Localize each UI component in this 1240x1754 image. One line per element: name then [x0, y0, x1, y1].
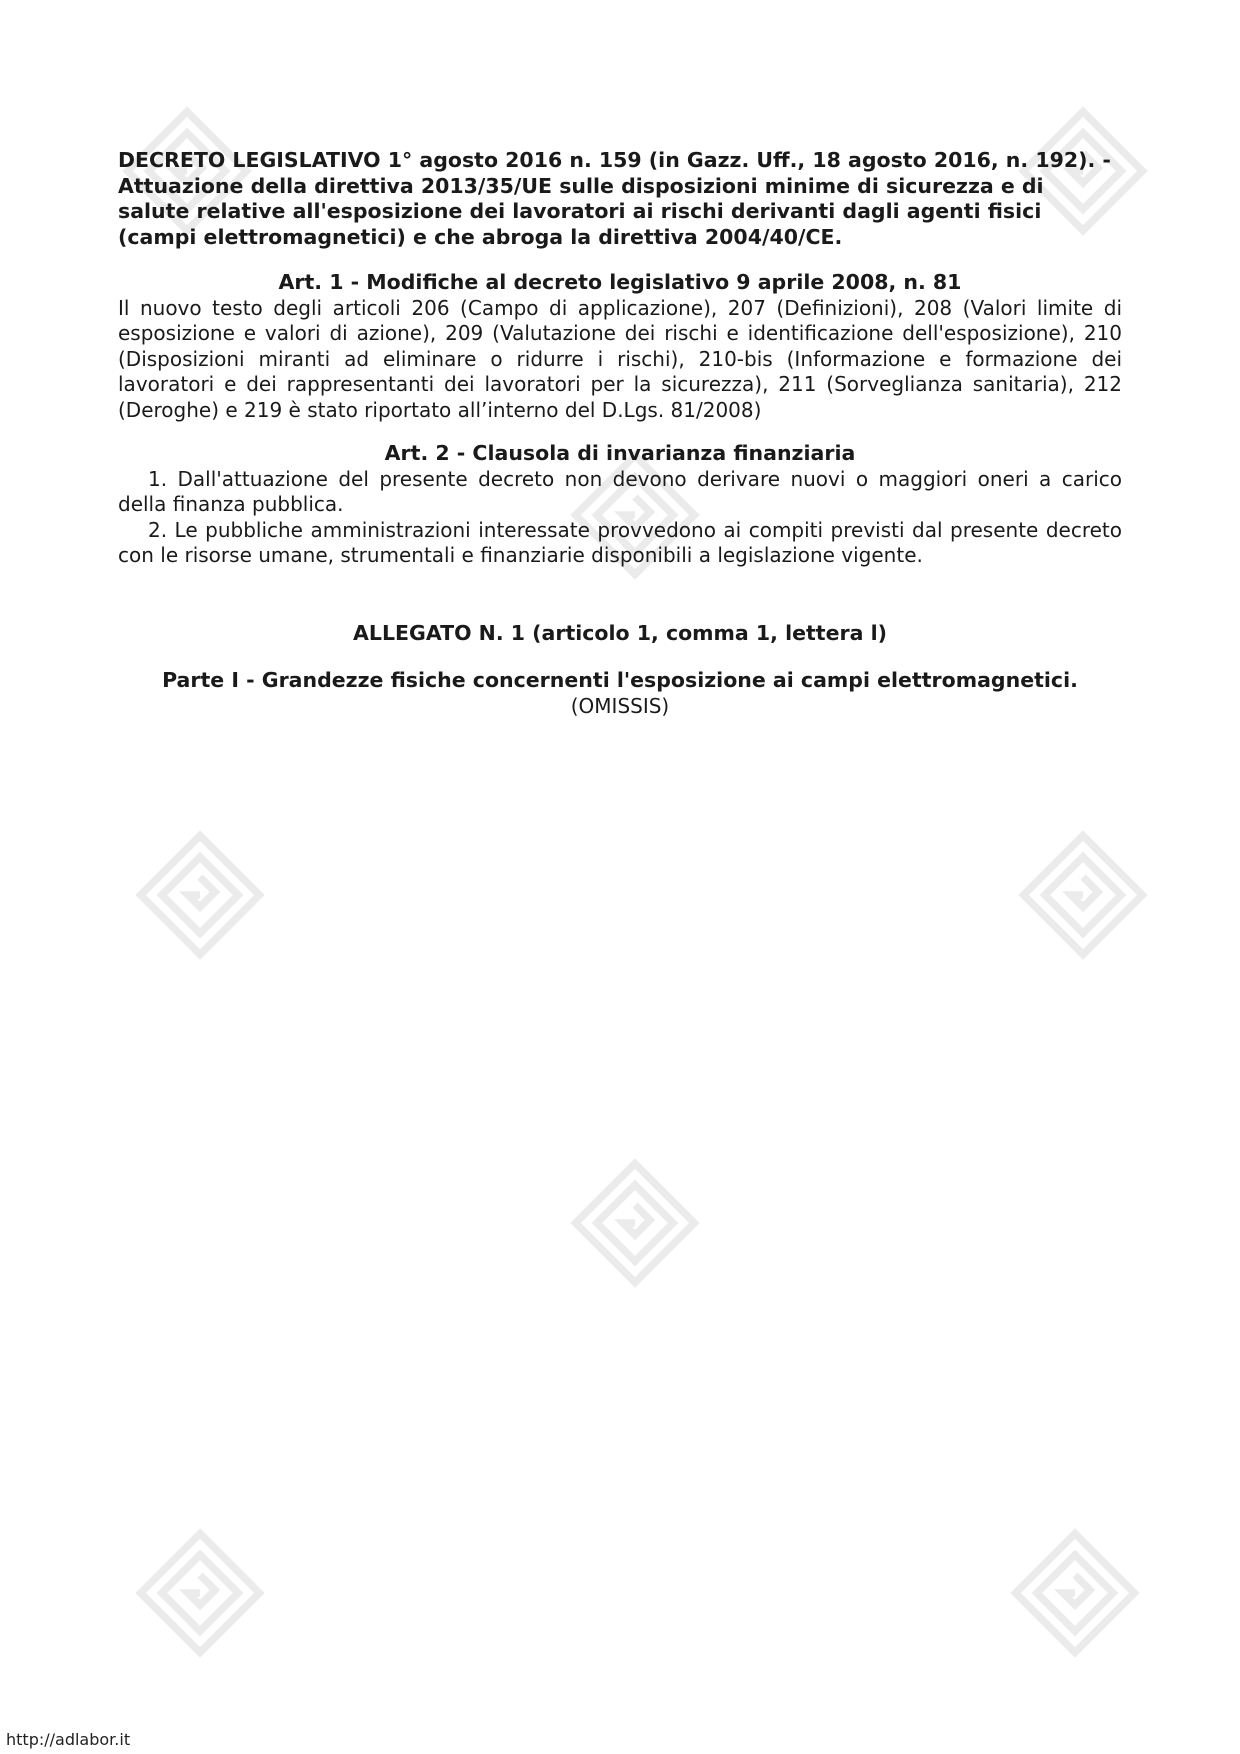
- parte-i-heading: Parte I - Grandezze fisiche concernenti l'esposizione ai campi elettromagnetici.: [162, 668, 1078, 692]
- document-title: DECRETO LEGISLATIVO 1° agosto 2016 n. 159 (in Gazz. Uff., 18 agosto 2016, n. 192). - Attuazione della direttiva 2013/35/UE sulle disposizioni minime di sicurezza e di salute relative all'esposizione dei lavoratori ai rischi derivanti dagli agenti fisici (campi elettromagnetici) e che abroga la direttiva 2004/40/CE.: [118, 148, 1111, 249]
- art-2-comma-1: 1. Dall'attuazione del presente decreto non devono derivare nuovi o maggiori oneri a carico della finanza pubblica.: [118, 466, 1122, 516]
- art-1-heading: Art. 1 - Modifiche al decreto legislativo 9 aprile 2008, n. 81: [278, 270, 962, 294]
- watermark-logo-icon: [1000, 1518, 1150, 1668]
- footer-url[interactable]: http://adlabor.it: [6, 1730, 131, 1749]
- art-1-text: Il nuovo testo degli articoli 206 (Campo di applicazione), 207 (Definizioni), 208 (Valori limite di esposizione e valori di azione), 209 (Valutazione dei rischi e identificazione dell'esposizione), 210 (Disposizioni miranti ad eliminare o ridurre i rischi), 210-bis (Informazione e formazione dei lavoratori e dei rappresentanti dei lavoratori per la sicurezza), 211 (Sorveglianza sanitaria), 212 (Deroghe) e 219 è stato riportato all’interno del D.Lgs. 81/2008): [118, 295, 1122, 422]
- document-body: [118, 148, 1122, 719]
- watermark-logo-icon: [1008, 820, 1158, 970]
- watermark-logo-icon: [125, 820, 275, 970]
- allegato-heading: ALLEGATO N. 1 (articolo 1, comma 1, lettera l): [353, 620, 887, 645]
- art-2-heading: Art. 2 - Clausola di invarianza finanziaria: [384, 441, 856, 465]
- watermark-logo-icon: [560, 1148, 710, 1298]
- art-2-comma-2: 2. Le pubbliche amministrazioni interessate provvedono ai compiti previsti dal presente decreto con le risorse umane, strumentali e finanziarie disponibili a legislazione vigente.: [118, 517, 1122, 567]
- watermark-logo-icon: [125, 1518, 275, 1668]
- omissis-text: (OMISSIS): [570, 693, 670, 718]
